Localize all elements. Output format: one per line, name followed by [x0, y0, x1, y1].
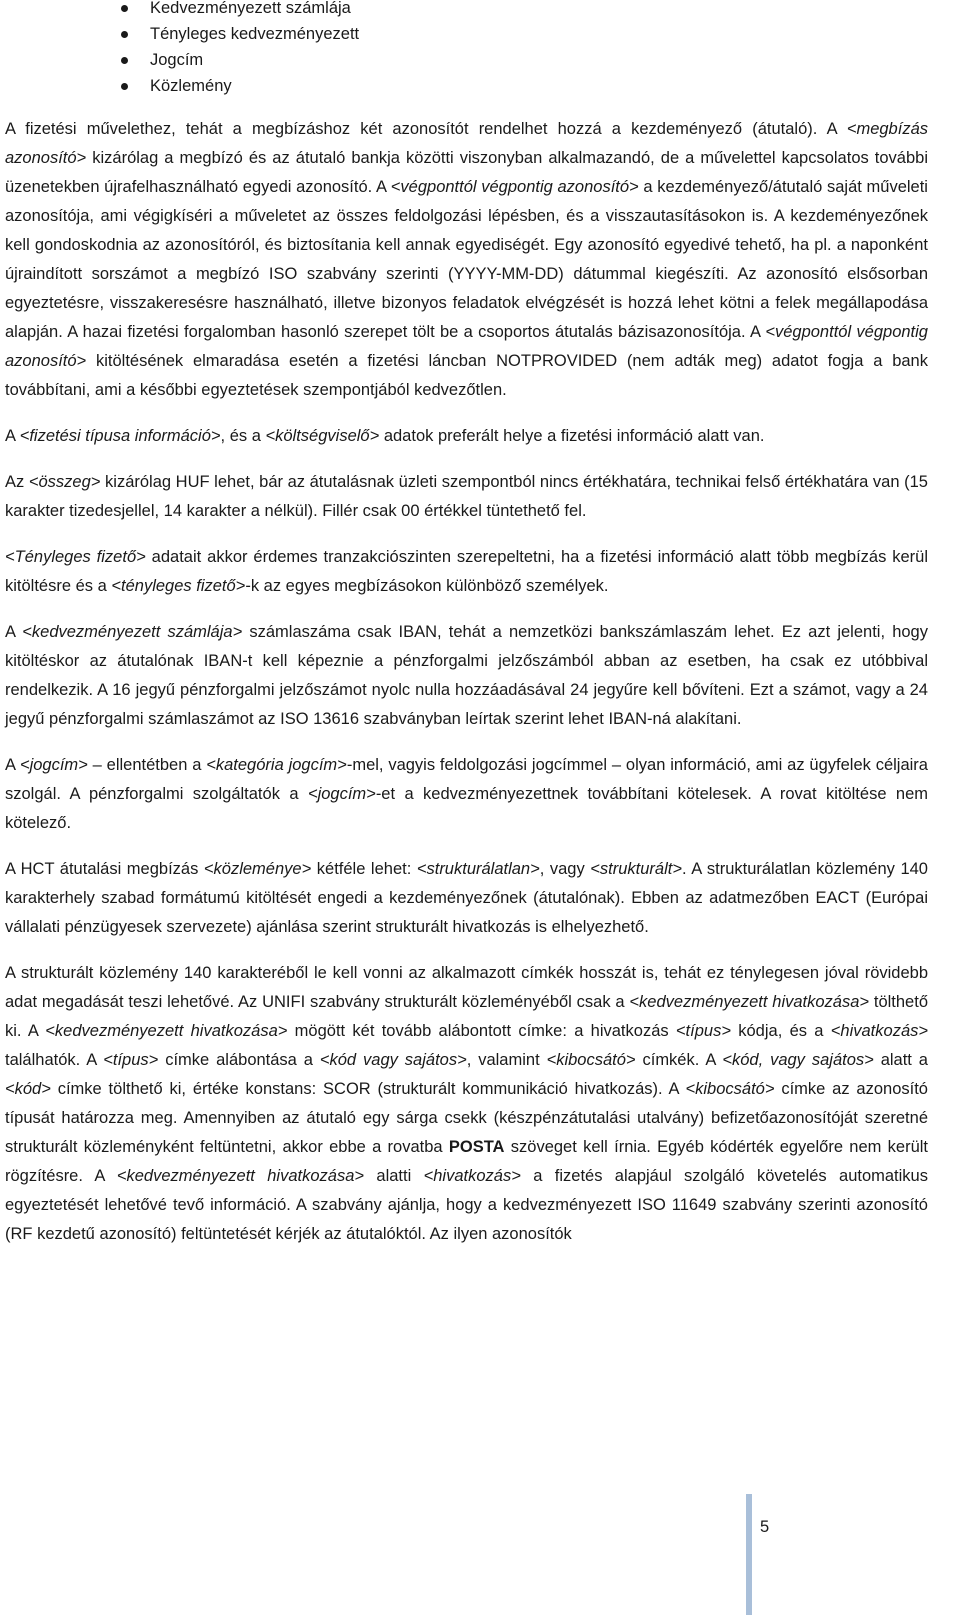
list-item-text: Közlemény — [150, 77, 232, 95]
field-name: <jogcím> — [307, 785, 376, 803]
paragraph — [5, 751, 928, 838]
text-run: kizárólag a megbízó és az átutaló bankja közötti viszonyban alkalmazandó, de a művelettel kapcsolatos további üzenetekben újrafelhasználható egyedi azonosító. A — [5, 149, 928, 196]
field-name: <típus> — [675, 1022, 731, 1040]
text-run: címke alábontása a — [158, 1051, 320, 1069]
text-run: mögött két tovább alábontott címke: a hivatkozás — [287, 1022, 676, 1040]
document-page — [5, 0, 928, 1249]
text-run: , és a — [220, 427, 266, 445]
field-name: <fizetési típusa információ> — [19, 427, 221, 445]
list-item-text: Tényleges kedvezményezett — [150, 25, 360, 43]
field-name: <kategória jogcím> — [206, 756, 347, 774]
text-run: találhatók. A — [5, 1051, 104, 1069]
field-name: <jogcím> — [19, 756, 88, 774]
list-item — [5, 50, 928, 76]
paragraph — [5, 543, 928, 601]
field-name: <típus> — [103, 1051, 159, 1069]
paragraph — [5, 618, 928, 734]
field-name: <kibocsátó> — [546, 1051, 636, 1069]
list-item — [5, 76, 928, 102]
field-name: <megbízás azonosító> — [5, 120, 928, 167]
paragraph — [5, 468, 928, 526]
bullet-list — [5, 0, 928, 102]
text-run: adatait akkor érdemes tranzakciószinten szerepeltetni, ha a fizetési információ alatt több megbízás kerül kitöltésre és a — [5, 548, 929, 595]
text-run: -k az egyes megbízásokon különböző személyek. — [245, 577, 609, 595]
text-run: -mel, vagyis feldolgozási jogcímmel – olyan információ, ami az ügyfelek céljaira szolgál. A pénzforgalmi szolgáltatók a — [5, 756, 928, 803]
text-run: címke tölthető ki, értéke konstans: SCOR (strukturált kommunikáció hivatkozás). A — [50, 1080, 686, 1098]
list-item-text: Jogcím — [150, 51, 204, 69]
field-name: <kedvezményezett hivatkozása> — [45, 1022, 288, 1040]
field-name: <kedvezményezett hivatkozása> — [629, 993, 870, 1011]
text-run: A fizetési művelethez, tehát a megbízáshoz két azonosítót rendelhet hozzá a kezdeményező (átutaló). A — [5, 120, 847, 138]
field-name: <hivatkozás> — [423, 1167, 521, 1185]
paragraph — [5, 115, 928, 405]
body-text — [5, 115, 928, 1249]
field-name: <kibocsátó> — [685, 1080, 775, 1098]
field-name: <strukturálatlan> — [416, 860, 540, 878]
text-run: a fizetés alapjául szolgáló követelés automatikus egyeztetését lehetővé tevő információ. A szabvány ajánlja, hogy a kedvezményezett ISO 11649 szabvány szerinti azonosító (RF kezdetű azonosító) feltüntetését kérjék az átutalóktól. Az ilyen azonosítók — [5, 1167, 928, 1243]
page-number: 5 — [760, 1518, 770, 1536]
text-run: adatok preferált helye a fizetési információ alatt van. — [379, 427, 765, 445]
text-run: – ellentétben a — [87, 756, 207, 774]
bullet-icon — [121, 83, 128, 90]
text-run: a kezdeményező/átutaló saját műveleti azonosítója, ami végigkíséri a műveletet az összes feldolgozási lépésben, és a visszautasításokon is. A kezdeményezőnek kell gondoskodnia az azonosítóról, és biztosítania kell annak egyediségét. Egy azonosító egyedivé tehető, ha pl. a naponként újraindított sorszámot a megbízó ISO szabvány szerinti (YYYY-MM-DD) dátummal kiegészíti. Az azonosító elsősorban egyeztetésre, visszakeresésre használható, illetve bizonyos feladatok elvégzését is hozzá lehet kötni a felek megállapodása alapján. A hazai fizetési forgalomban hasonló szerepet tölt be a csoportos átutalás bázisazonosítója. A — [5, 178, 928, 341]
field-name: <kód vagy sajátos> — [319, 1051, 467, 1069]
text-run: , valamint — [466, 1051, 547, 1069]
list-item-text: Kedvezményezett számlája — [150, 0, 351, 17]
text-run: Az — [5, 473, 29, 491]
text-run: kizárólag HUF lehet, bár az átutalásnak üzleti szempontból nincs értékhatára, technikai felső értékhatára van (15 karakter tizedesjellel, 14 karakter a nélkül). Fillér csak 00 értékkel tüntethető fel. — [5, 473, 928, 520]
bullet-icon — [121, 31, 128, 38]
field-name: <hivatkozás> — [830, 1022, 929, 1040]
text-run: A — [5, 427, 20, 445]
bullet-icon — [121, 5, 128, 12]
field-name: <költségviselő> — [265, 427, 380, 445]
text-run: -et a kedvezményezettnek továbbítani kötelesek. A rovat kitöltése nem kötelező. — [5, 785, 928, 832]
field-name: <kód> — [5, 1080, 51, 1098]
field-name: <strukturált> — [590, 860, 682, 878]
field-name: <végponttól végpontig azonosító> — [390, 178, 639, 196]
text-run: A strukturált közlemény 140 karakteréből le kell vonni az alkalmazott címkék hosszát is, tehát ez ténylegesen jóval rövidebb adat megadását teszi lehetővé. Az UNIFI szabvány strukturált közleményéből csak a — [5, 964, 928, 1011]
footer-accent-bar — [746, 1494, 752, 1615]
field-name: <kód, vagy sajátos> — [722, 1051, 874, 1069]
text-run: kitöltésének elmaradása esetén a fizetési láncban NOTPROVIDED (nem adták meg) adatot fogja a bank továbbítani, ami a későbbi egyeztetések szempontjából kedvezőtlen. — [5, 352, 928, 399]
text-run: szöveget kell írnia. Egyéb kódérték egyelőre nem került rögzítésre. A — [5, 1138, 929, 1185]
text-run: számlaszáma csak IBAN, tehát a nemzetközi bankszámlaszám lehet. Ez azt jelenti, hogy kitöltéskor az átutalónak IBAN-t kell képeznie a pénzforgalmi jelzőszámból abban az esetben, ha csak ez utóbbival rendelkezik. A 16 jegyű pénzforgalmi jelzőszámot nyolc nulla hozzáadásával 24 jegyűre kell bővíteni. Ezt a számot, vagy a 24 jegyű pénzforgalmi számlaszámot az ISO 13616 szabványban leírtak szerint lehet IBAN-ná alakítani. — [5, 623, 928, 728]
text-run: alatt a — [873, 1051, 928, 1069]
text-run: alatti — [364, 1167, 424, 1185]
field-name: <közleménye> — [203, 860, 312, 878]
field-name: <kedvezményezett számlája> — [22, 623, 243, 641]
field-name: <összeg> — [28, 473, 101, 491]
emphasis: POSTA — [448, 1138, 505, 1156]
text-run: kétféle lehet: — [311, 860, 417, 878]
text-run: , vagy — [539, 860, 591, 878]
text-run: A HCT átutalási megbízás — [5, 860, 204, 878]
text-run: A — [5, 623, 23, 641]
paragraph — [5, 959, 928, 1249]
text-run: címkék. A — [635, 1051, 723, 1069]
paragraph — [5, 855, 928, 942]
field-name: <végponttól végpontig azonosító> — [5, 323, 928, 370]
text-run: kódja, és a — [730, 1022, 831, 1040]
field-name: <Tényleges fizető> — [5, 548, 146, 566]
text-run: címke az azonosító típusát határozza meg. Amennyiben az átutaló egy sárga csekk (készpénzátutalási utalvány) befizetőazonosítóját szeretné strukturált közleményként feltüntetni, akkor ebbe a rovatba — [5, 1080, 928, 1156]
list-item — [5, 0, 928, 24]
bullet-icon — [121, 57, 128, 64]
list-item — [5, 24, 928, 50]
field-name: <tényleges fizető> — [111, 577, 246, 595]
paragraph — [5, 422, 928, 451]
text-run: A — [5, 756, 20, 774]
text-run: tölthető ki. A — [5, 993, 928, 1040]
text-run: . A strukturálatlan közlemény 140 karakterhely szabad formátumú kitöltését engedi a kezdeményezőnek (átutalónak). Ebben az adatmezőben EACT (Európai vállalati pénzügyesek szervezete) ajánlása szerint strukturált hivatkozás is elhelyezhető. — [5, 860, 928, 936]
field-name: <kedvezményezett hivatkozása> — [116, 1167, 365, 1185]
